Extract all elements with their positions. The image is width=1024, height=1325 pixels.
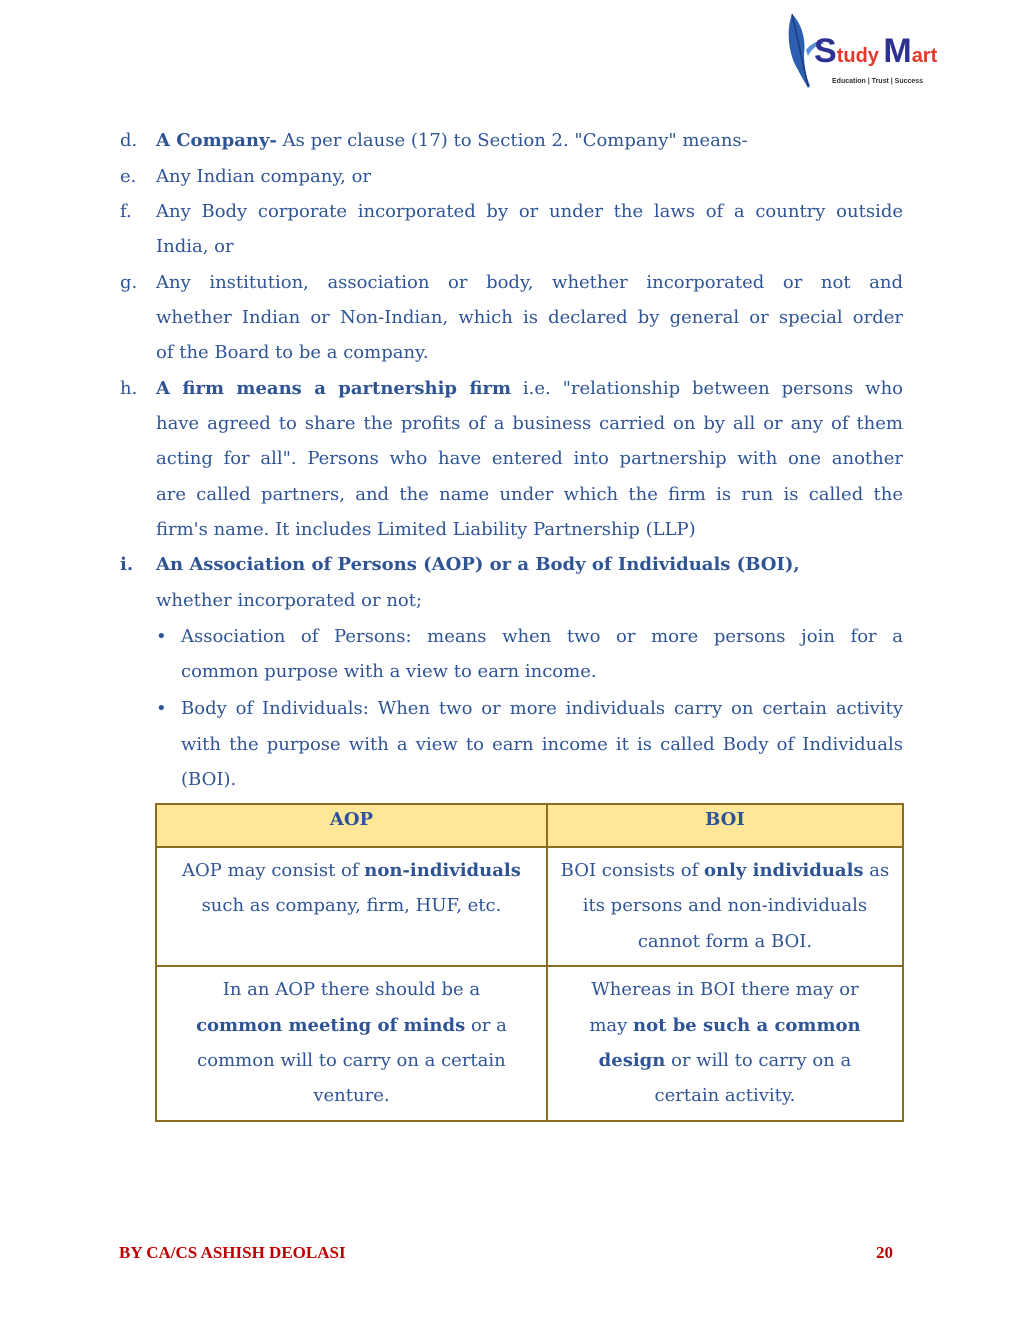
footer-author: BY CA/CS ASHISH DEOLASI: [119, 1243, 346, 1262]
item-h-line-4: are called partners, and the name under which the firm is run is called the: [156, 484, 903, 505]
table-cell-boi-2: Whereas in BOI there may or may not be such a common design or will to carry on a certain activity.: [547, 966, 903, 1121]
table-cell-aop-1: AOP may consist of non-individuals such as company, firm, HUF, etc.: [156, 847, 547, 966]
item-i-bold: An Association of Persons (AOP) or a Body of Individuals (BOI),: [156, 554, 800, 575]
item-f-line-2: India, or: [156, 236, 234, 257]
logo-brand-text: Study Mart: [814, 32, 938, 70]
item-h-line-3: acting for all". Persons who have entered into partnership with one another: [156, 448, 903, 469]
table-header-row: [156, 804, 903, 847]
item-g-marker: g.: [120, 272, 138, 293]
table-row: [156, 966, 903, 1121]
item-i-line-2: whether incorporated or not;: [156, 590, 423, 611]
item-e-text: Any Indian company, or: [156, 166, 372, 187]
item-d-marker: d.: [120, 130, 138, 151]
item-h-bold: A firm means a partnership firm: [156, 378, 512, 399]
bullet-2-line-3: (BOI).: [181, 769, 237, 790]
item-d-text: A Company- As per clause (17) to Section 2. "Company" means-: [156, 130, 748, 151]
table-header-boi: BOI: [547, 804, 903, 847]
table-cell-boi-1: BOI consists of only individuals as its persons and non-individuals cannot form a BOI.: [547, 847, 903, 966]
bullet-1-line-1: Association of Persons: means when two or more persons join for a: [181, 626, 903, 647]
item-g-line-1: Any institution, association or body, whether incorporated or not and: [156, 272, 903, 293]
item-h-line-1: A firm means a partnership firm i.e. "relationship between persons who: [156, 378, 904, 399]
item-g-line-2: whether Indian or Non-Indian, which is declared by general or special order: [156, 307, 903, 328]
bullet-dot-icon: •: [156, 626, 167, 647]
studymart-logo: [784, 10, 964, 90]
item-d-bold: A Company-: [156, 130, 277, 151]
page-number: 20: [876, 1243, 893, 1262]
table-header-aop: AOP: [156, 804, 547, 847]
aop-boi-comparison-table: [155, 803, 904, 1122]
item-h-line-5: firm's name. It includes Limited Liability Partnership (LLP): [156, 519, 696, 540]
bullet-2-line-2: with the purpose with a view to earn income it is called Body of Individuals: [181, 734, 903, 755]
item-f-line-1: Any Body corporate incorporated by or under the laws of a country outside: [156, 201, 903, 222]
item-i-marker: i.: [120, 554, 134, 575]
item-e-marker: e.: [120, 166, 137, 187]
bullet-1-line-2: common purpose with a view to earn income.: [181, 661, 597, 682]
item-g-line-3: of the Board to be a company.: [156, 342, 429, 363]
bullet-dot-icon: •: [156, 698, 167, 719]
item-h-line-2: have agreed to share the profits of a business carried on by all or any of them: [156, 413, 903, 434]
item-h-marker: h.: [120, 378, 138, 399]
bullet-2-line-1: Body of Individuals: When two or more individuals carry on certain activity: [181, 698, 903, 719]
logo-tagline: Education | Trust | Success: [832, 78, 924, 85]
table-cell-aop-2: In an AOP there should be a common meeting of minds or a common will to carry on a certain venture.: [156, 966, 547, 1121]
table-row: [156, 847, 903, 966]
item-f-marker: f.: [120, 201, 132, 222]
